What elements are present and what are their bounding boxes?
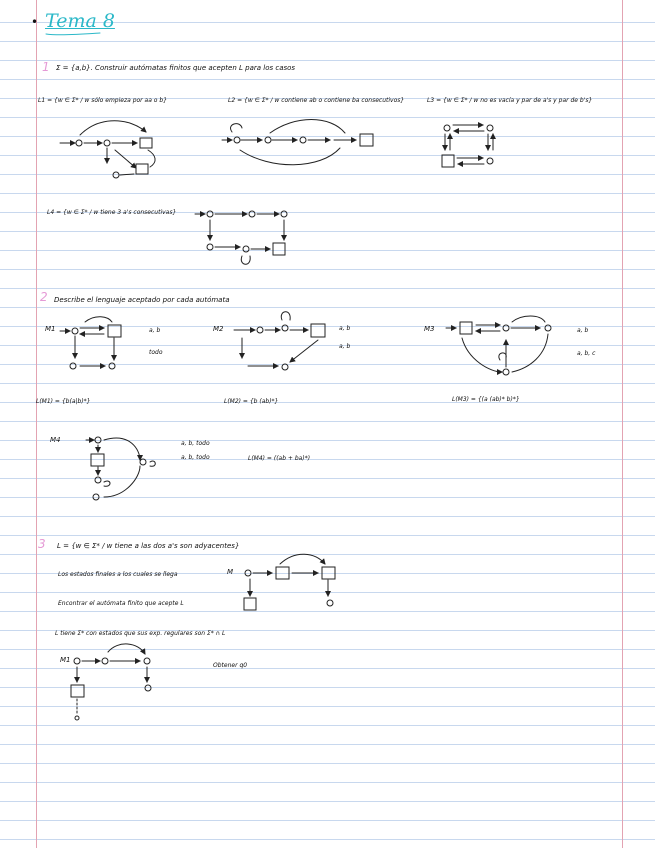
diagram-s3-m	[244, 554, 335, 610]
result-m3: L(M3) = {(a (ab)* b)*}	[452, 396, 520, 403]
automaton-label-m1: M1	[45, 325, 56, 333]
diagram-m4	[86, 437, 155, 500]
m4-note-1: a, b, todo	[181, 440, 210, 447]
m4-note-2: a, b, todo	[181, 454, 210, 461]
bullet: •	[31, 15, 39, 29]
result-m4: L(M4) = ((ab + ba)*)	[248, 455, 311, 462]
diagram-m3	[446, 316, 551, 375]
section-3-item-2: Encontrar el autómata finito que acepte L	[58, 600, 184, 607]
section-3-item-3: L tiene Σ* con estados que sus exp. regulares son Σ* ∩ L	[55, 630, 226, 637]
result-m1: L(M1) = {b(a|b)*}	[36, 398, 91, 405]
section-1-item-2: L2 = {w ∈ Σ* / w contiene ab o contiene ba consecutivos}	[228, 97, 405, 104]
automaton-label-m2: M2	[213, 325, 224, 333]
m1-note-1: a, b	[149, 327, 161, 334]
diagram-l1	[60, 121, 155, 178]
diagram-l4	[195, 211, 287, 264]
section-3-label-m1: M1	[60, 656, 71, 664]
section-2-number: 2	[40, 290, 48, 304]
section-3-item-1: Los estados finales a los cuales se llega	[58, 571, 178, 578]
section-1-item-4: L4 = {w ∈ Σ* / w tiene 3 a's consecutivas}	[47, 209, 177, 216]
diagram-l2	[222, 120, 373, 165]
diagram-s3-m1	[71, 644, 151, 720]
automaton-label-m3: M3	[424, 325, 435, 333]
m2-note-1: a, b	[339, 325, 351, 332]
section-3-note: Obtener q0	[213, 662, 248, 669]
page-title: Tema 8	[45, 10, 115, 32]
section-3-label-m: M	[227, 568, 234, 576]
result-m2: L(M2) = {b (ab)*}	[224, 398, 279, 405]
section-3-number: 3	[38, 537, 46, 551]
automaton-label-m4: M4	[50, 436, 61, 444]
diagram-m2	[234, 312, 325, 370]
diagram-l3	[442, 125, 493, 167]
section-1-heading: Σ = {a,b}. Construir autómatas finitos que acepten L para los casos	[56, 64, 296, 72]
section-3-heading: L = {w ∈ Σ* / w tiene a las dos a's son adyacentes}	[57, 542, 240, 550]
m3-note-2: a, b, c	[577, 350, 596, 357]
m3-note-1: a, b	[577, 327, 589, 334]
diagram-m1	[60, 317, 121, 369]
m2-note-2: a, b	[339, 343, 351, 350]
m1-note-2: todo	[149, 349, 163, 356]
section-1-number: 1	[42, 60, 50, 74]
section-2-heading: Describe el lenguaje aceptado por cada autómata	[54, 296, 230, 304]
section-1-item-3: L3 = {w ∈ Σ* / w no es vacía y par de a's y par de b's}	[427, 97, 593, 104]
section-1-item-1: L1 = {w ∈ Σ* / w sólo empieza por aa o b}	[38, 97, 168, 104]
